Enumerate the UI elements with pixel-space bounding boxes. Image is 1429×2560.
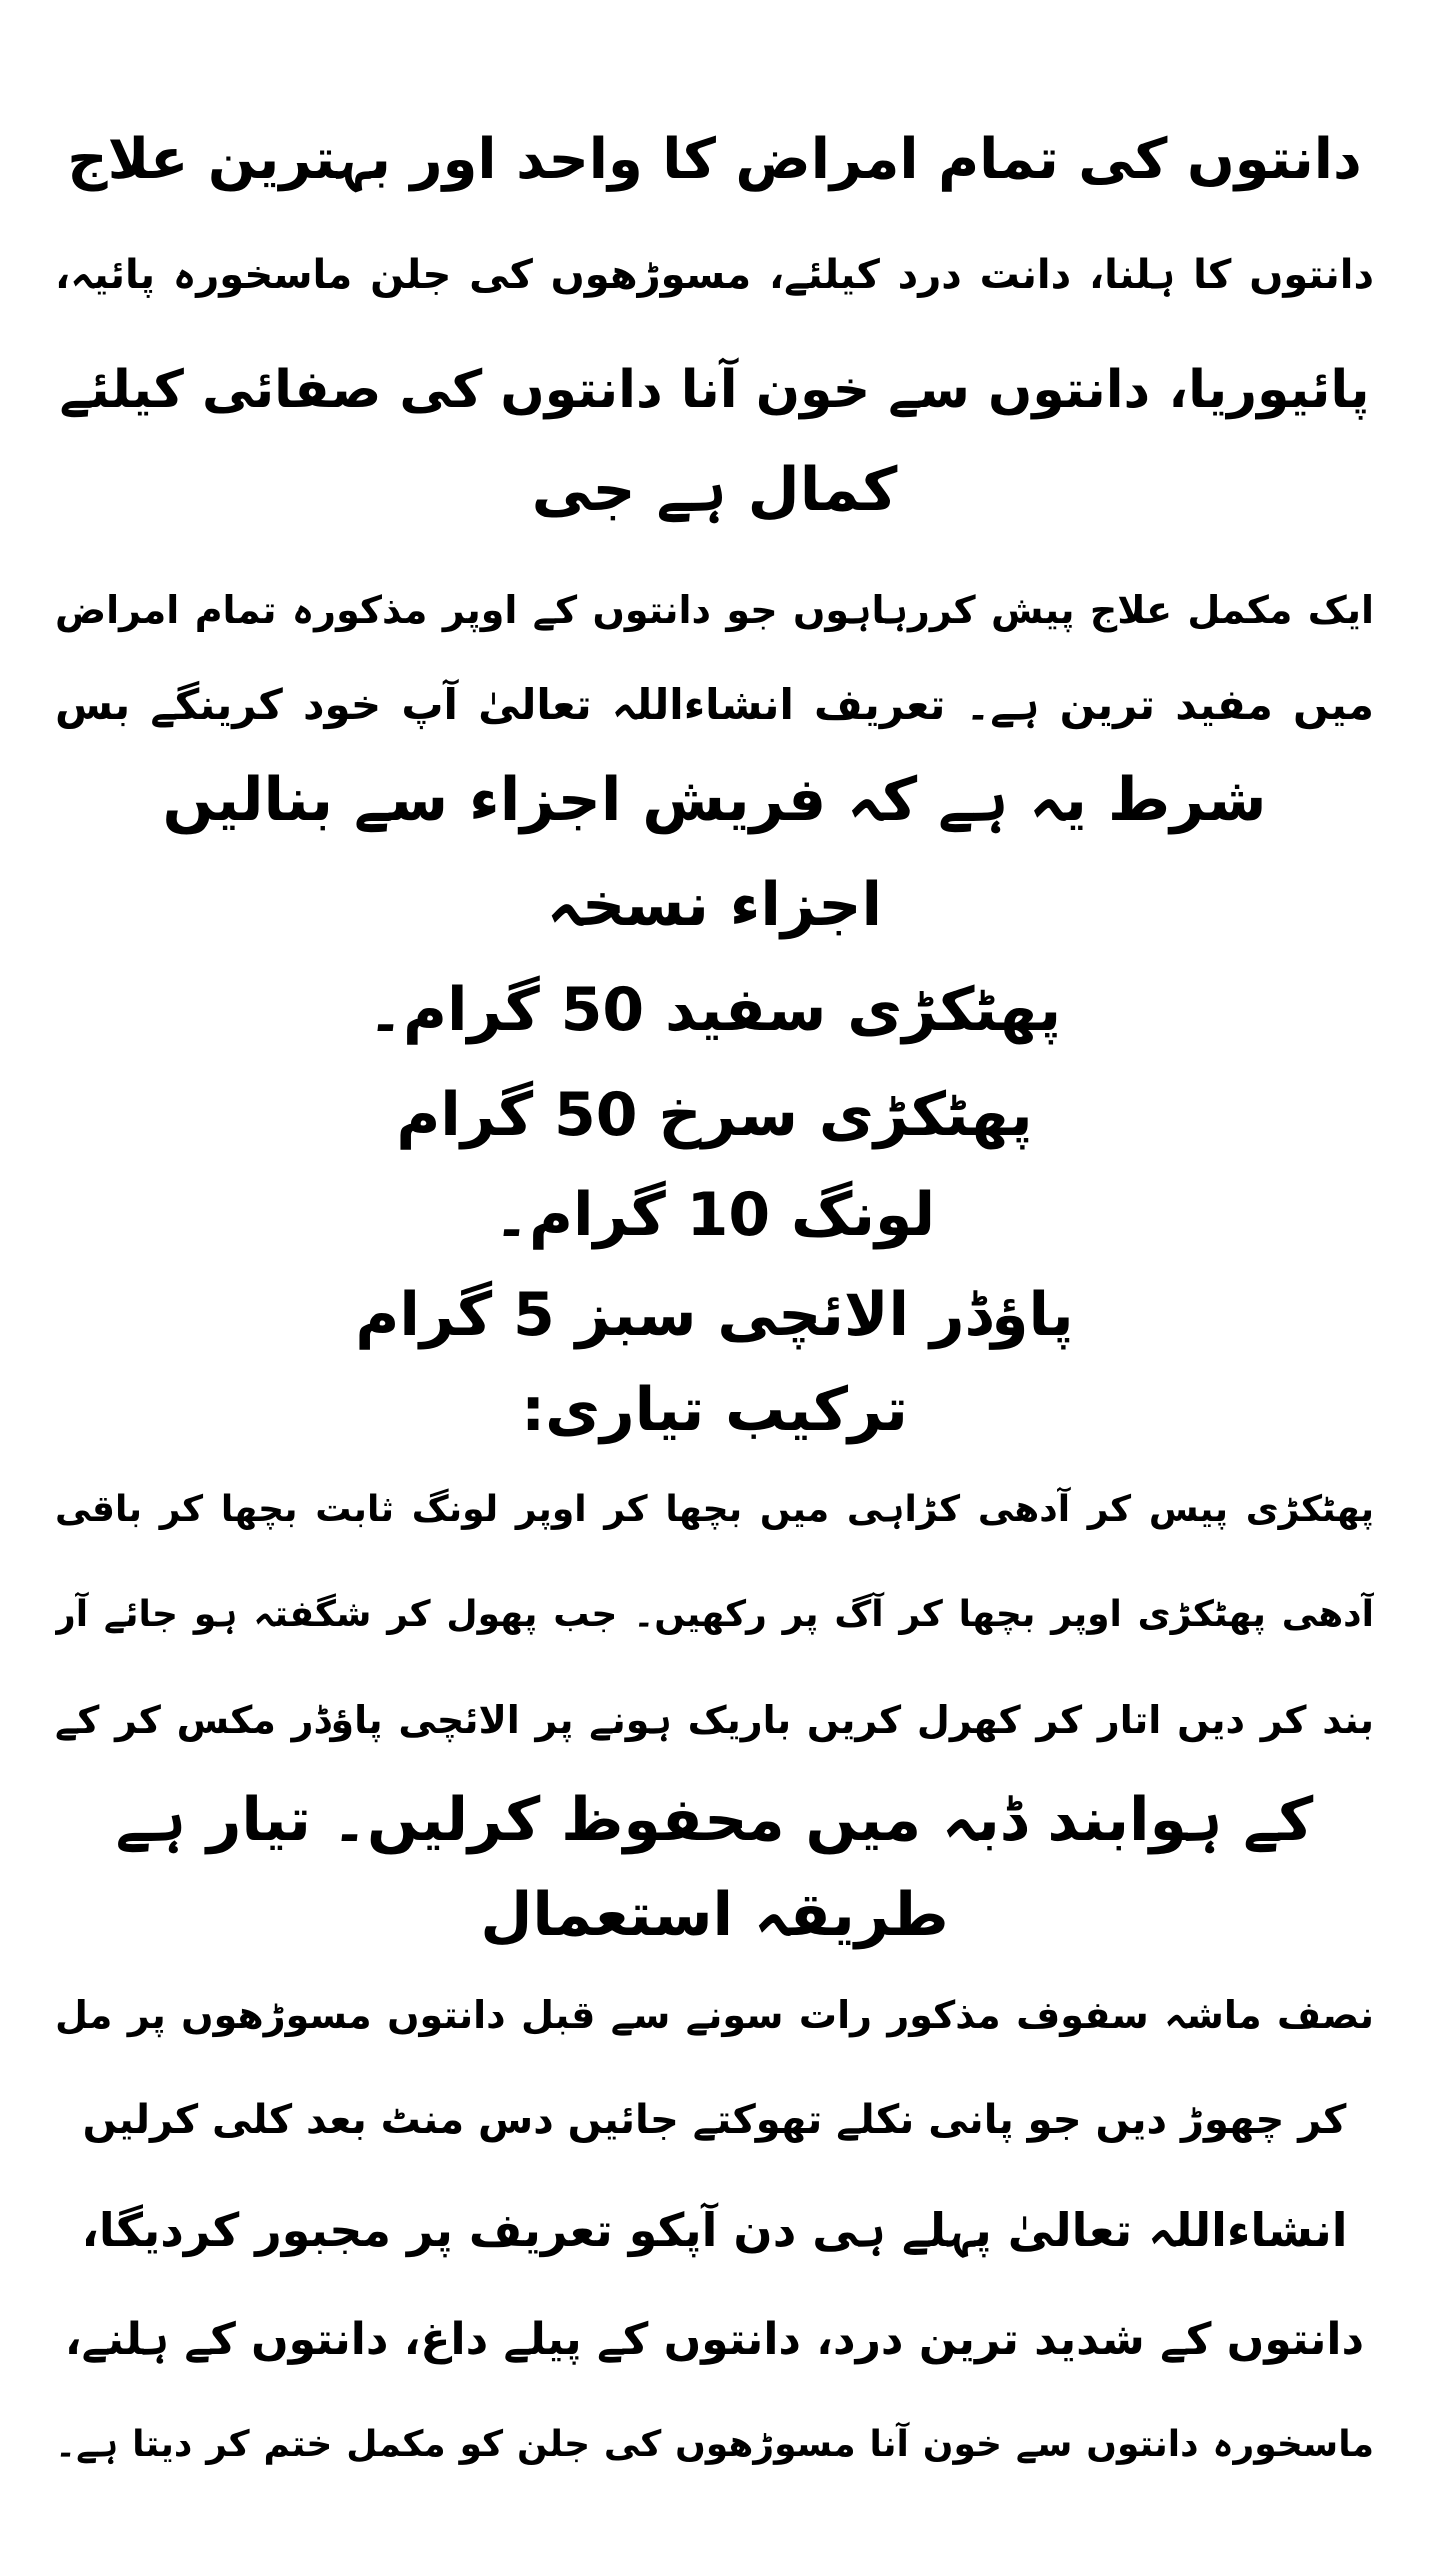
ingredient-item: پھٹکڑی سرخ 50 گرام: [396, 1080, 1033, 1150]
usage-line: انشاءاللہ تعالیٰ پہلے ہی دن آپکو تعریف پر مجبور کردیگا،: [81, 2203, 1348, 2257]
usage-heading: طریقہ استعمال: [480, 1880, 949, 1950]
usage-line: ماسخورہ دانتوں سے خون آنا مسوڑھوں کی جلن کو مکمل ختم کر دیتا ہے۔: [55, 2424, 1374, 2465]
ingredient-item: پھٹکڑی سفید 50 گرام۔: [367, 975, 1062, 1045]
description-line: میں مفید ترین ہے۔ تعریف انشاءاللہ تعالیٰ آپ خود کرینگے بس: [55, 680, 1374, 729]
description-line: ایک مکمل علاج پیش کررہاہوں جو دانتوں کے اوپر مذکورہ تمام امراض: [55, 588, 1374, 632]
preparation-line: بند کر دیں اتار کر کھرل کریں باریک ہونے پر الائچی پاؤڈر مکس کر کے: [55, 1698, 1374, 1742]
intro-line: کمال ہے جی: [531, 455, 898, 525]
preparation-line: آدھی پھٹکڑی اوپر بچھا کر آگ پر رکھیں۔ جب پھول کر شگفتہ ہو جائے آر: [55, 1594, 1374, 1635]
usage-line: دانتوں کے شدید ترین درد، دانتوں کے پیلے داغ، دانتوں کے ہلنے،: [64, 2314, 1365, 2365]
preparation-line: کے ہوابند ڈبہ میں محفوظ کرلیں۔ تیار ہے: [115, 1785, 1314, 1855]
intro-line: پائیوریا، دانتوں سے خون آنا دانتوں کی صفائی کیلئے: [59, 360, 1370, 420]
ingredients-heading: اجزاء نسخہ: [546, 870, 883, 940]
preparation-line: پھٹکڑی پیس کر آدھی کڑاہی میں بچھا کر اوپر لونگ ثابت بچھا کر باقی: [55, 1489, 1374, 1530]
description-line: شرط یہ ہے کہ فریش اجزاء سے بنالیں: [162, 765, 1267, 835]
usage-line: کر چھوڑ دیں جو پانی نکلے تھوکتے جائیں دس منٹ بعد کلی کرلیں: [82, 2097, 1347, 2143]
usage-line: نصف ماشہ سفوف مذکور رات سونے سے قبل دانتوں مسوڑھوں پر مل: [55, 1993, 1374, 2037]
page-title: دانتوں کی تمام امراض کا واحد اور بہترین علاج: [67, 127, 1362, 192]
ingredient-item: لونگ 10 گرام۔: [493, 1180, 936, 1250]
preparation-heading: ترکیب تیاری:: [521, 1375, 908, 1445]
ingredient-item: پاؤڈر الائچی سبز 5 گرام: [355, 1280, 1074, 1350]
intro-line: دانتوں کا ہلنا، دانت درد کیلئے، مسوڑھوں کی جلن ماسخورہ پائیہ،: [55, 252, 1374, 298]
